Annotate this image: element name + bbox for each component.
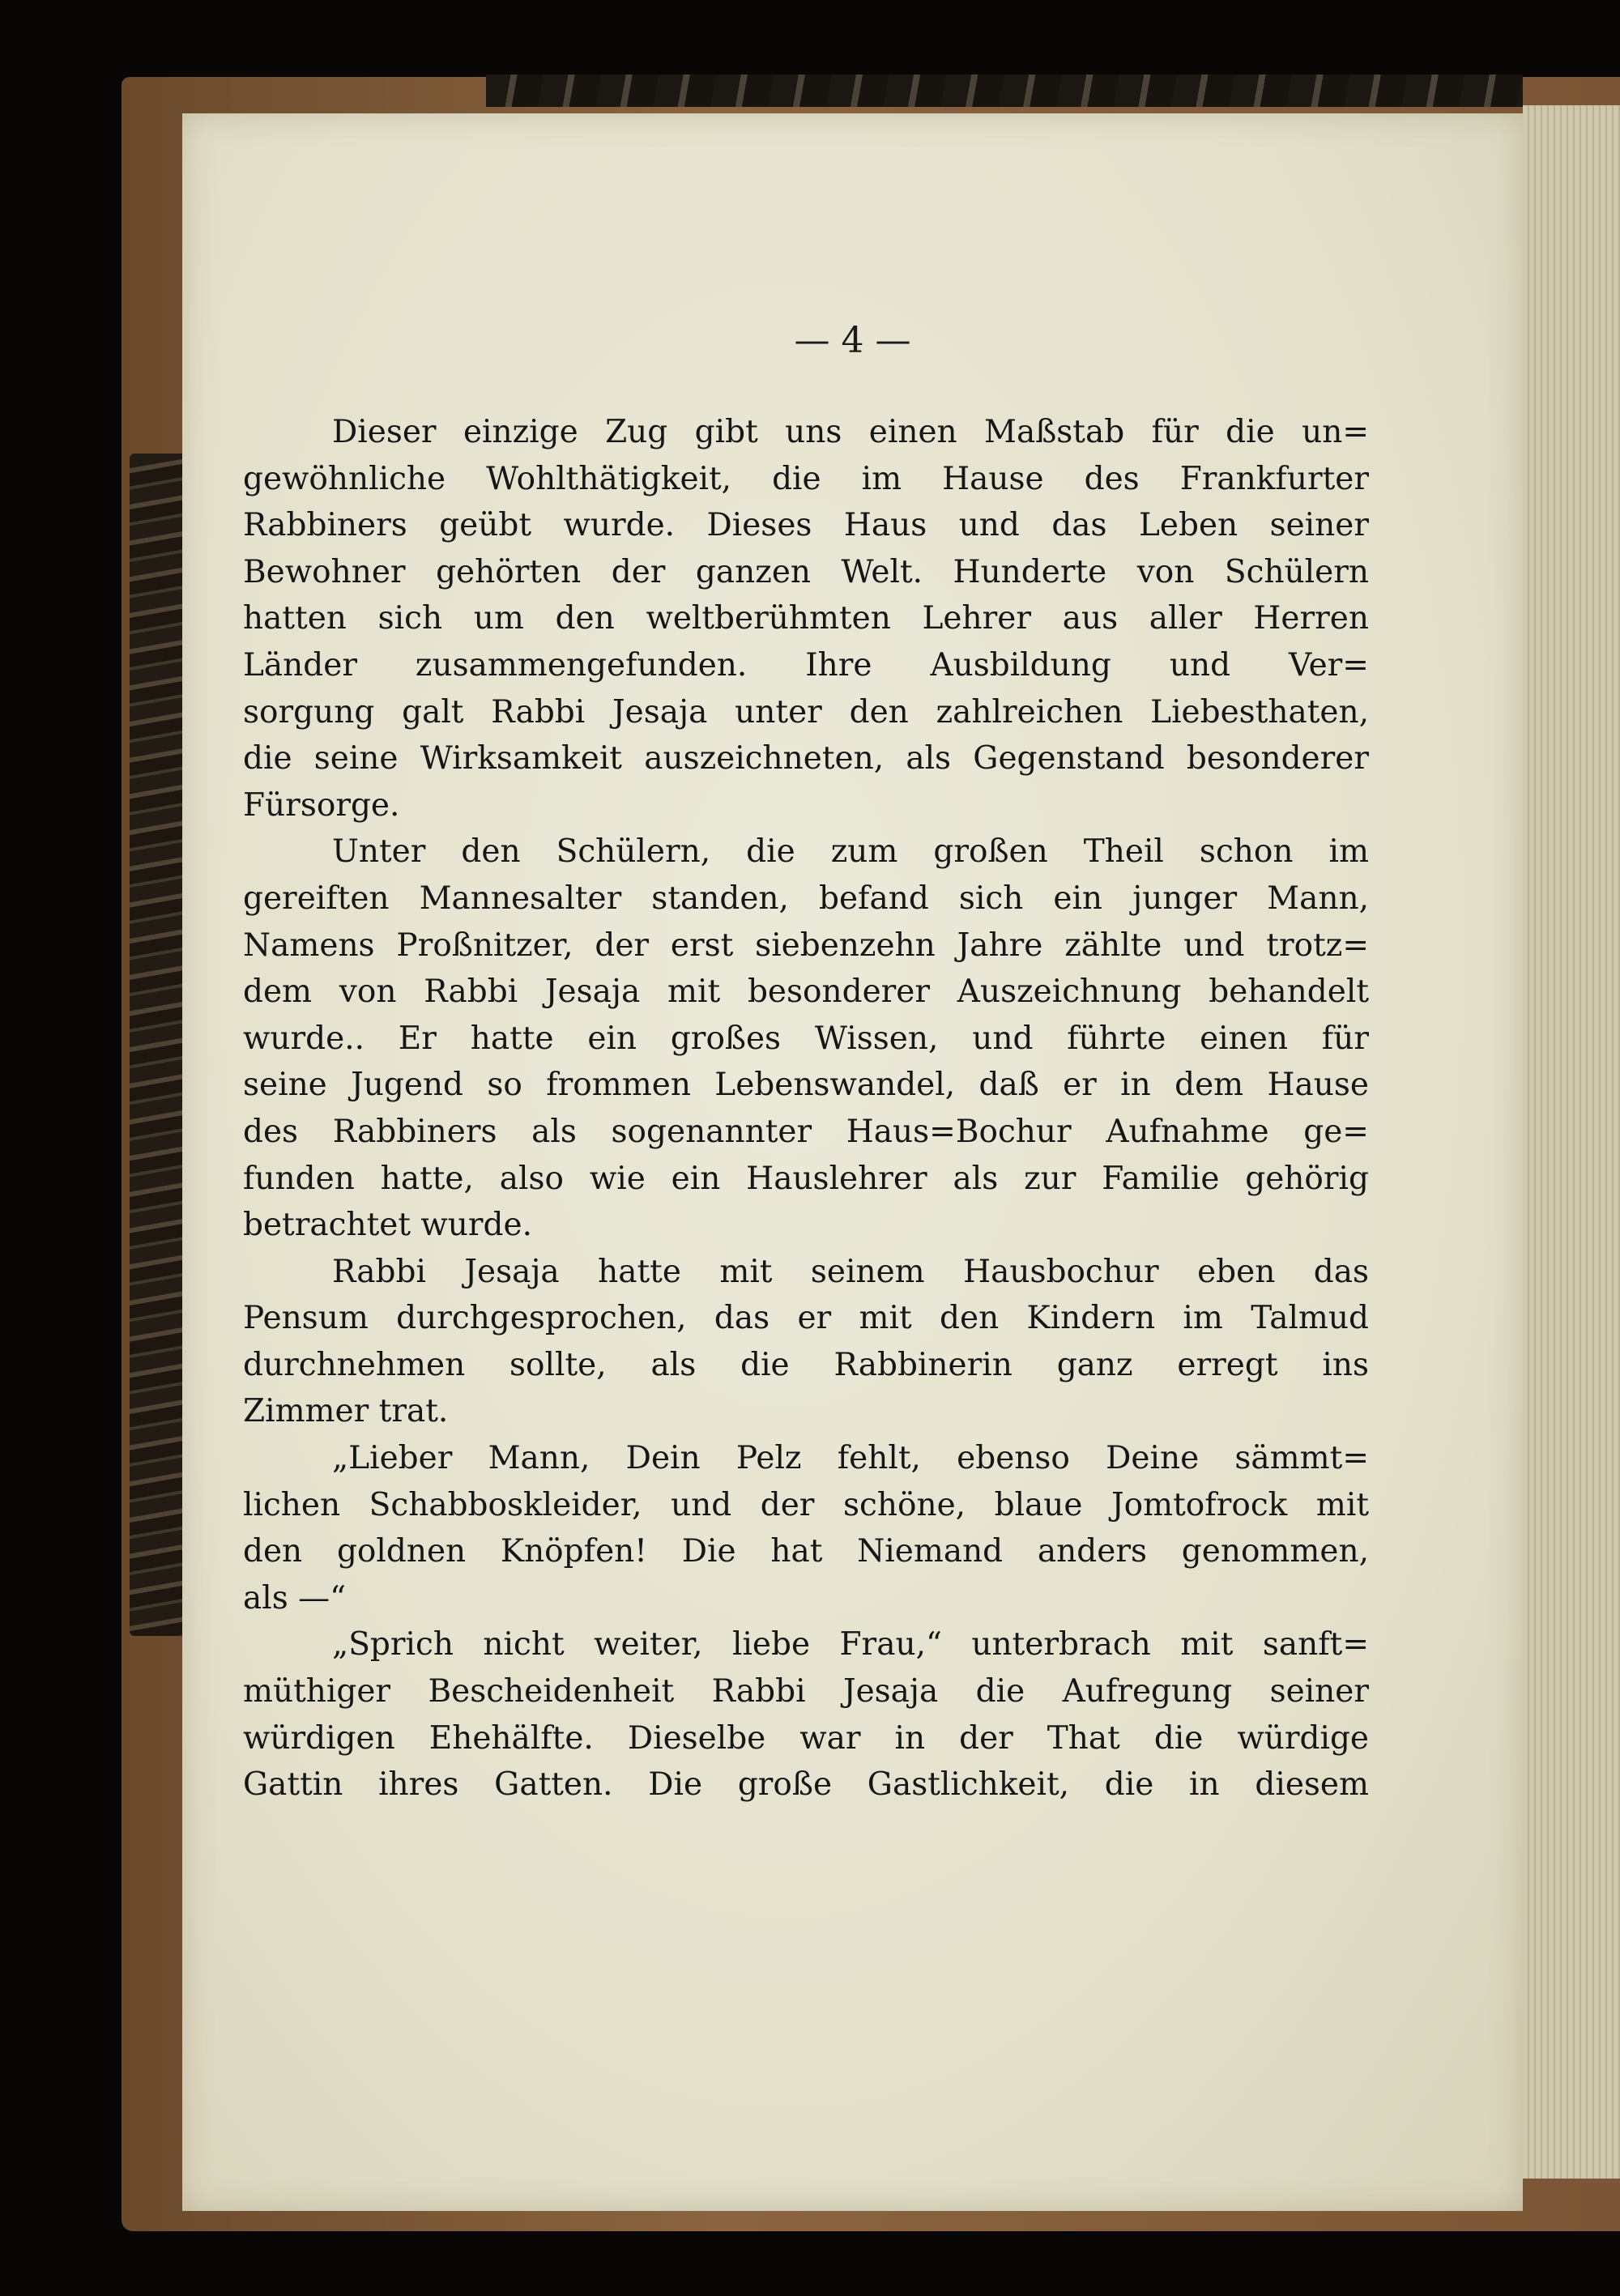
text-line: müthiger Bescheidenheit Rabbi Jesaja die Aufregung seiner <box>243 1673 1369 1710</box>
text-line: des Rabbiners als sogenannter Haus=Bochur Aufnahme ge= <box>243 1113 1369 1150</box>
page-edges <box>1523 105 1620 2179</box>
text-line: „Lieber Mann, Dein Pelz fehlt, ebenso Deine sämmt= <box>332 1440 1369 1477</box>
paragraph <box>243 1435 1369 1621</box>
text-line: gereiften Mannesalter standen, befand sich ein junger Mann, <box>243 880 1369 917</box>
text-line: sorgung galt Rabbi Jesaja unter den zahlreichen Liebesthaten, <box>243 693 1369 731</box>
text-line: würdigen Ehehälfte. Dieselbe war in der That die würdige <box>243 1719 1369 1757</box>
cover-marbling-top <box>486 75 1523 107</box>
text-line: Namens Proßnitzer, der erst siebenzehn Jahre zählte und trotz= <box>243 926 1369 964</box>
text-line: Zimmer trat. <box>243 1393 449 1430</box>
text-line: gewöhnliche Wohlthätigkeit, die im Hause des Frankfurter <box>243 460 1369 497</box>
text-line: dem von Rabbi Jesaja mit besonderer Auszeichnung behandelt <box>243 973 1369 1011</box>
text-line: Rabbiners geübt wurde. Dieses Haus und das Leben seiner <box>243 507 1369 544</box>
paragraph <box>243 409 1369 829</box>
text-line: den goldnen Knöpfen! Die hat Niemand anders genommen, <box>243 1533 1369 1570</box>
text-line: Unter den Schülern, die zum großen Theil schon im <box>332 833 1369 871</box>
cover-marbling-left <box>130 454 186 1636</box>
text-line: Fürsorge. <box>243 786 400 824</box>
text-line: wurde.. Er hatte ein großes Wissen, und führte einen für <box>243 1020 1369 1057</box>
page-number: — 4 — <box>794 320 911 361</box>
text-line: Bewohner gehörten der ganzen Welt. Hunderte von Schülern <box>243 553 1369 590</box>
text-line: Dieser einzige Zug gibt uns einen Maßstab für die un= <box>332 414 1369 450</box>
text-line: seine Jugend so frommen Lebenswandel, daß er in dem Hause <box>243 1067 1369 1104</box>
text-line: lichen Schabboskleider, und der schöne, blaue Jomtofrock mit <box>243 1486 1369 1523</box>
text-line: betrachtet wurde. <box>243 1207 532 1244</box>
text-line: funden hatte, also wie ein Hauslehrer als zur Familie gehörig <box>243 1160 1369 1197</box>
text-line: Rabbi Jesaja hatte mit seinem Hausbochur eben das <box>332 1253 1369 1290</box>
text-line: hatten sich um den weltberühmten Lehrer aus aller Herren <box>243 600 1369 637</box>
text-line: als —“ <box>243 1579 347 1617</box>
body-text <box>243 409 1369 1808</box>
text-line: die seine Wirksamkeit auszeichneten, als Gegenstand besonderer <box>243 740 1369 777</box>
text-line: durchnehmen sollte, als die Rabbinerin ganz erregt ins <box>243 1346 1369 1383</box>
text-line: Gattin ihres Gatten. Die große Gastlichkeit, die in diesem <box>243 1766 1369 1804</box>
paragraph <box>243 1249 1369 1435</box>
paragraph <box>243 1621 1369 1808</box>
text-line: Länder zusammengefunden. Ihre Ausbildung und Ver= <box>243 646 1369 684</box>
text-line: „Sprich nicht weiter, liebe Frau,“ unterbrach mit sanft= <box>332 1626 1369 1663</box>
text-line: Pensum durchgesprochen, das er mit den Kindern im Talmud <box>243 1300 1369 1337</box>
paragraph <box>243 829 1369 1248</box>
